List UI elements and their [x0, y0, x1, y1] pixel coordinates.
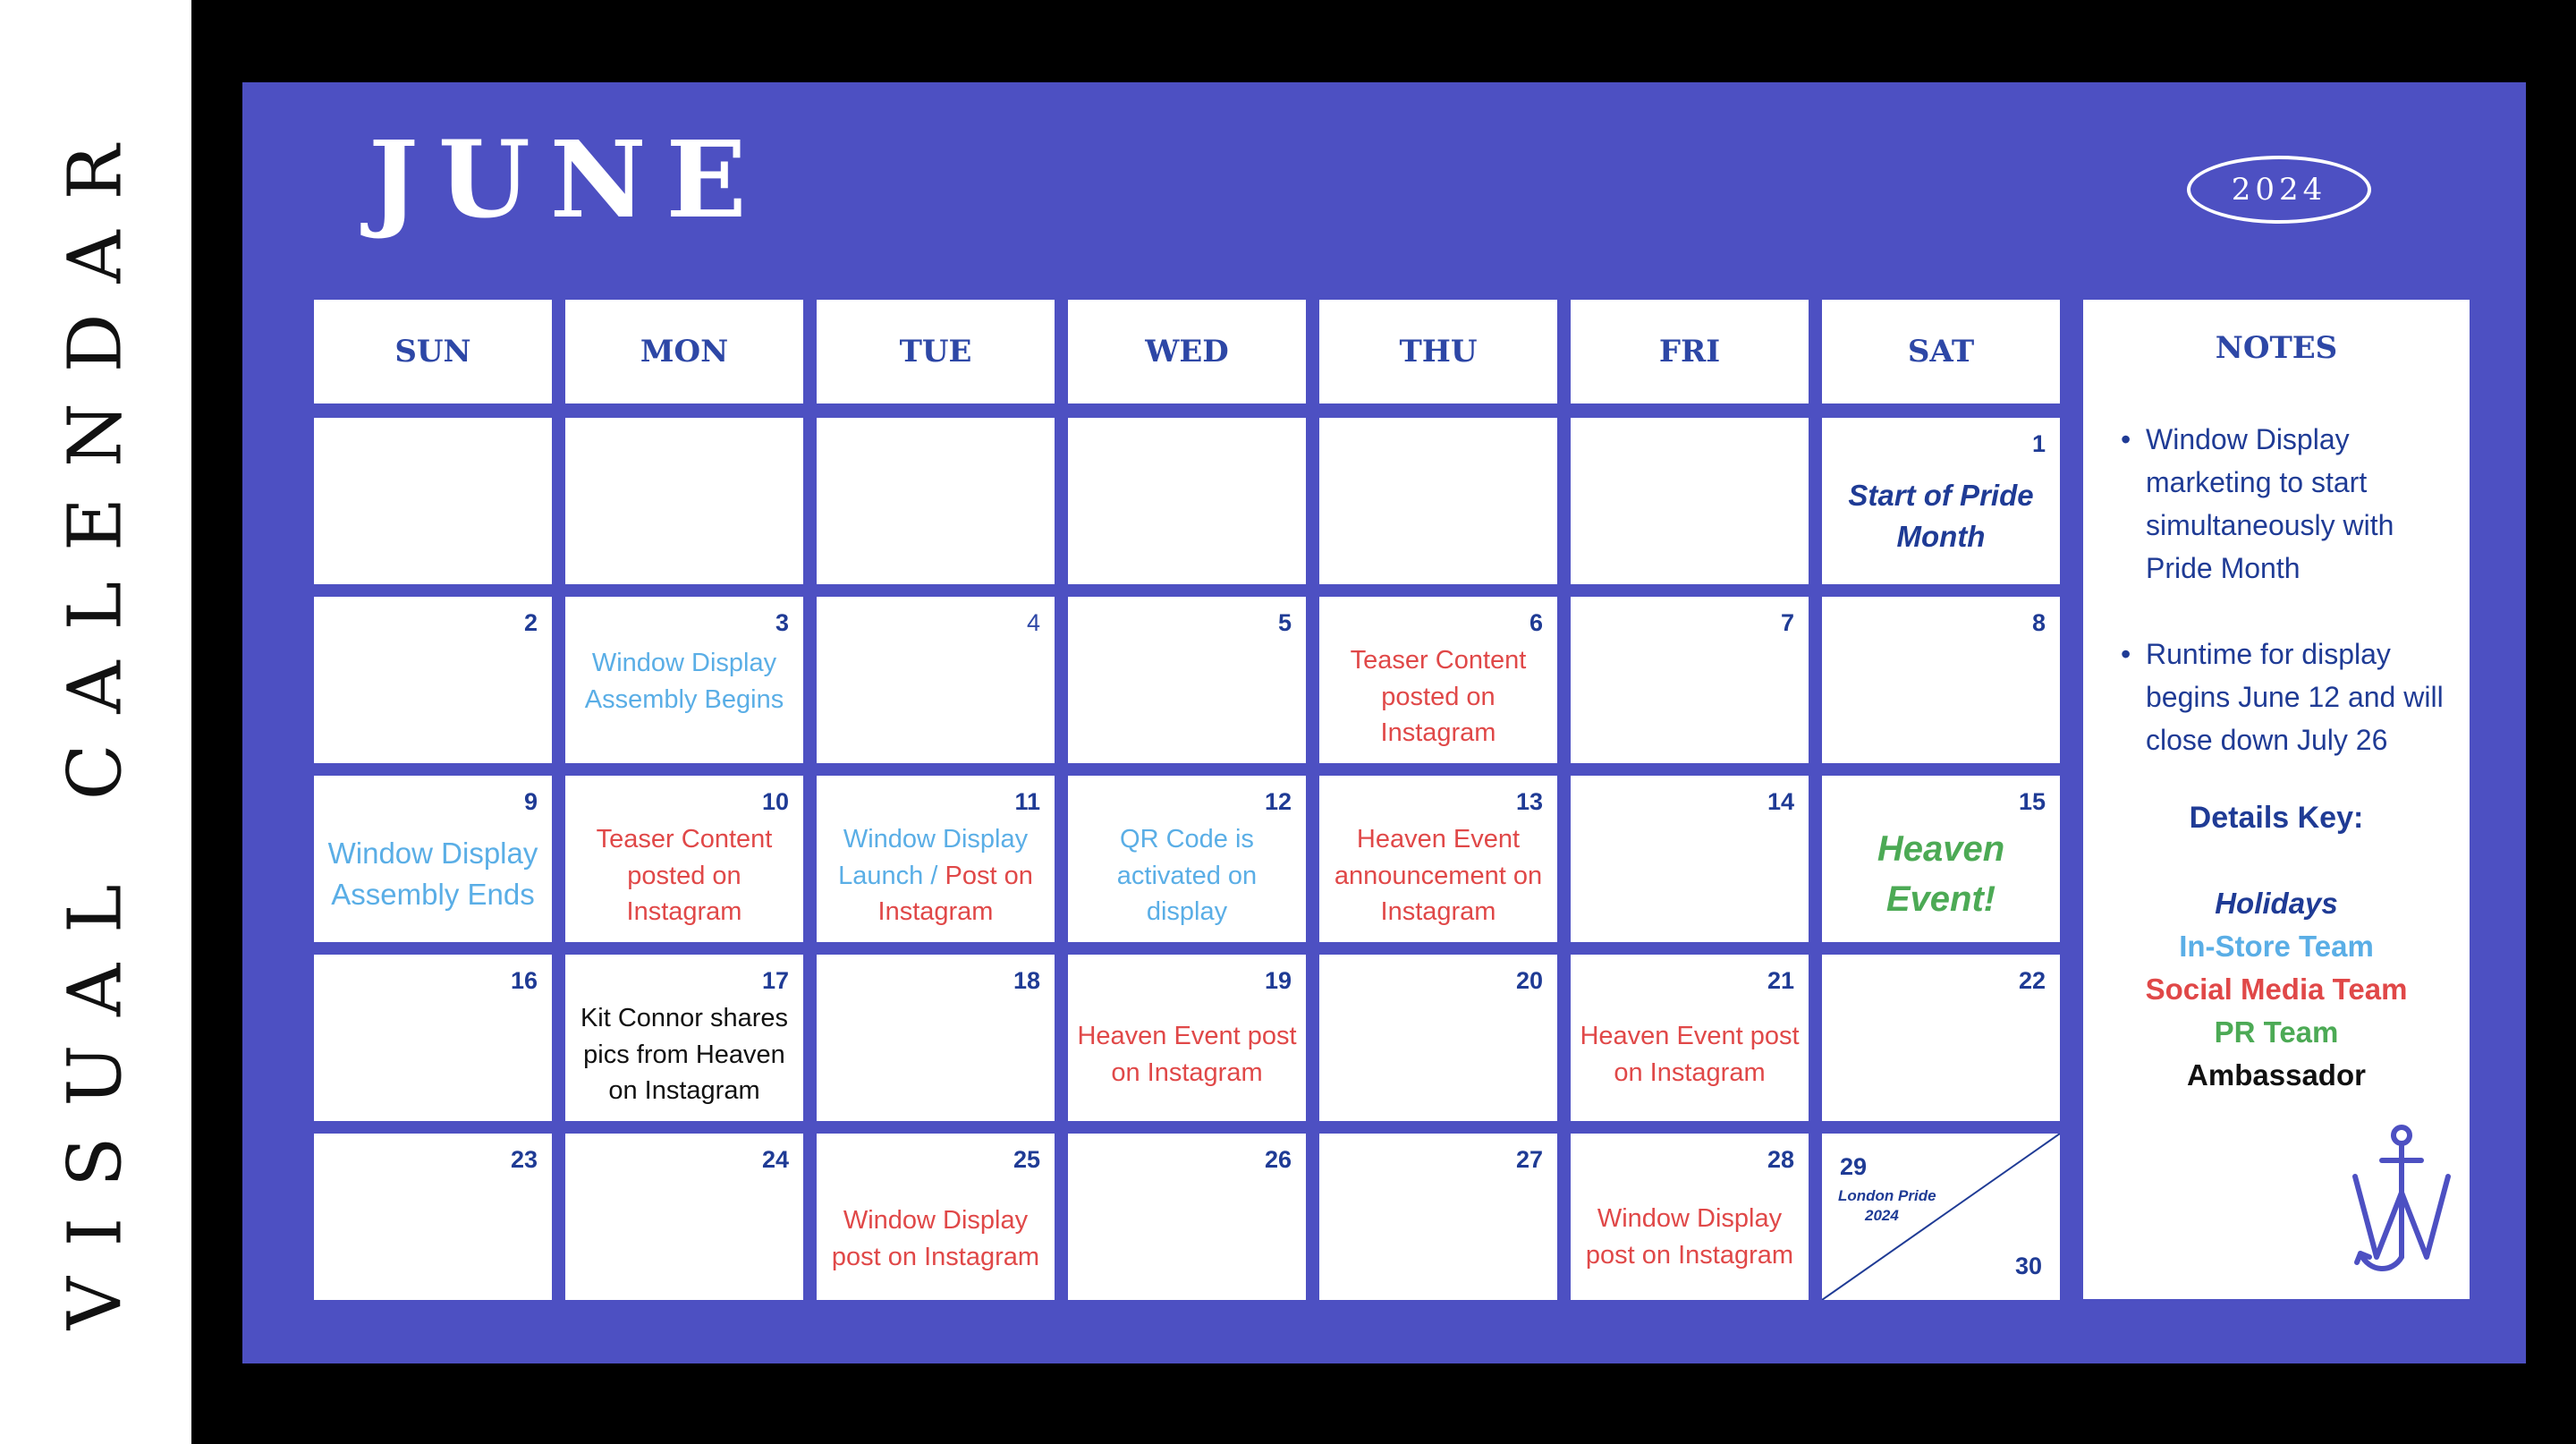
day-cell-empty [1571, 418, 1809, 584]
bullet-icon: • [2121, 423, 2131, 455]
event-mixed [822, 815, 1049, 937]
notes-panel [2083, 300, 2470, 1299]
day-cell-29-30-split [1822, 1134, 2060, 1300]
day-cell-13 [1319, 776, 1557, 942]
day-cell-8 [1822, 597, 2060, 763]
event-social-media: Heaven Event post on Instagram [1580, 1022, 1800, 1087]
day-number: 2 [523, 609, 538, 636]
calendar-panel [242, 82, 2526, 1363]
day-number: 6 [1529, 609, 1543, 636]
day-number: 23 [510, 1146, 538, 1173]
day-cell-empty [314, 418, 552, 584]
event-social-media: Window Display post on Instagram [831, 1206, 1040, 1271]
day-number: 5 [1277, 609, 1292, 636]
day-cell-24 [565, 1134, 803, 1300]
day-number: 25 [1013, 1146, 1040, 1173]
day-number: 13 [1515, 788, 1543, 815]
day-cell-16 [314, 955, 552, 1121]
event-social-media: Post on Instagram [877, 861, 1033, 927]
day-number: 1 [2031, 430, 2046, 457]
day-cell-28 [1571, 1134, 1809, 1300]
day-number: 9 [523, 788, 538, 815]
day-number: 8 [2031, 609, 2046, 636]
event-social-media: Heaven Event post on Instagram [1077, 1022, 1297, 1087]
day-number: 18 [1013, 967, 1040, 994]
event-holiday: Start of Pride Month [1848, 478, 2034, 553]
day-number: 26 [1264, 1146, 1292, 1173]
day-number: 15 [2018, 788, 2046, 815]
note-text: Runtime for display begins June 12 and will close down July 26 [2146, 638, 2444, 756]
event-social-media: Teaser Content posted on Instagram [1350, 646, 1527, 748]
key-in-store-team: In-Store Team [2179, 930, 2374, 963]
day-cell-22 [1822, 955, 2060, 1121]
weekday-sun: SUN [314, 300, 552, 403]
day-cell-19 [1068, 955, 1306, 1121]
event-in-store: Window Display Assembly Begins [584, 649, 784, 714]
day-cell-4 [817, 597, 1055, 763]
day-cell-empty [1319, 418, 1557, 584]
event-holiday-year: 2024 [1865, 1207, 1899, 1224]
day-cell-7 [1571, 597, 1809, 763]
day-cell-27 [1319, 1134, 1557, 1300]
weekday-wed: WED [1068, 300, 1306, 403]
day-number: 12 [1264, 788, 1292, 815]
day-number-30: 30 [2014, 1253, 2042, 1279]
day-number: 21 [1767, 967, 1794, 994]
day-number: 11 [1014, 788, 1040, 815]
bullet-icon: • [2121, 638, 2131, 670]
day-number: 14 [1767, 788, 1794, 815]
key-ambassador: Ambassador [2187, 1058, 2366, 1091]
day-cell-14 [1571, 776, 1809, 942]
event-in-store: QR Code is activated on display [1116, 825, 1258, 927]
day-number: 28 [1767, 1146, 1794, 1173]
event-holiday: London Pride [1838, 1187, 1936, 1204]
day-number: 3 [775, 609, 789, 636]
side-title: VISUAL CALENDAR [53, 114, 139, 1330]
note-text: Window Display marketing to start simultaneously with Pride Month [2146, 423, 2394, 584]
day-cell-12 [1068, 776, 1306, 942]
event-social-media: Window Display post on Instagram [1585, 1204, 1794, 1270]
day-cell-1 [1822, 418, 2060, 584]
weekday-mon: MON [565, 300, 803, 403]
event-ambassador: Kit Connor shares pics from Heaven on Instagram [580, 1004, 789, 1106]
event-pr: Heaven Event! [1877, 829, 2005, 919]
day-number: 27 [1515, 1146, 1543, 1173]
day-cell-11 [817, 776, 1055, 942]
note-item [2121, 418, 2461, 590]
details-key-title: Details Key: [2189, 801, 2364, 835]
day-cell-15 [1822, 776, 2060, 942]
day-cell-6 [1319, 597, 1557, 763]
weekday-thu: THU [1319, 300, 1557, 403]
notes-title: NOTES [2215, 330, 2338, 366]
weekday-tue: TUE [817, 300, 1055, 403]
year-badge: 2024 [2187, 156, 2371, 224]
day-number: 7 [1780, 609, 1794, 636]
day-cell-empty [1068, 418, 1306, 584]
day-cell-17 [565, 955, 803, 1121]
day-number: 16 [510, 967, 538, 994]
key-social-media-team: Social Media Team [2145, 973, 2408, 1006]
day-number: 19 [1264, 967, 1292, 994]
day-number-29: 29 [1840, 1153, 1868, 1180]
weekday-sat: SAT [1822, 300, 2060, 403]
day-cell-26 [1068, 1134, 1306, 1300]
day-cell-9 [314, 776, 552, 942]
day-cell-20 [1319, 955, 1557, 1121]
event-in-store: Window Display Assembly Ends [327, 836, 538, 911]
day-cell-18 [817, 955, 1055, 1121]
day-number: 4 [1026, 609, 1040, 636]
key-pr-team: PR Team [2214, 1015, 2339, 1049]
event-social-media: Heaven Event announcement on Instagram [1334, 825, 1543, 927]
month-title: JUNE [369, 117, 767, 242]
day-cell-23 [314, 1134, 552, 1300]
anchor-jw-logo-icon [2348, 1123, 2455, 1280]
day-number: 24 [761, 1146, 789, 1173]
weekday-fri: FRI [1571, 300, 1809, 403]
key-holidays: Holidays [2215, 887, 2338, 920]
day-cell-10 [565, 776, 803, 942]
day-number: 10 [761, 788, 789, 815]
event-social-media: Teaser Content posted on Instagram [596, 825, 773, 927]
day-cell-3 [565, 597, 803, 763]
event-in-store: Window Display Launch / [838, 825, 1029, 890]
day-cell-empty [565, 418, 803, 584]
day-cell-25 [817, 1134, 1055, 1300]
side-strip [0, 0, 191, 1444]
day-number: 20 [1515, 967, 1543, 994]
note-item [2121, 633, 2461, 761]
day-cell-5 [1068, 597, 1306, 763]
day-cell-empty [817, 418, 1055, 584]
day-number: 22 [2018, 967, 2046, 994]
day-number: 17 [761, 967, 789, 994]
day-cell-21 [1571, 955, 1809, 1121]
day-cell-2 [314, 597, 552, 763]
